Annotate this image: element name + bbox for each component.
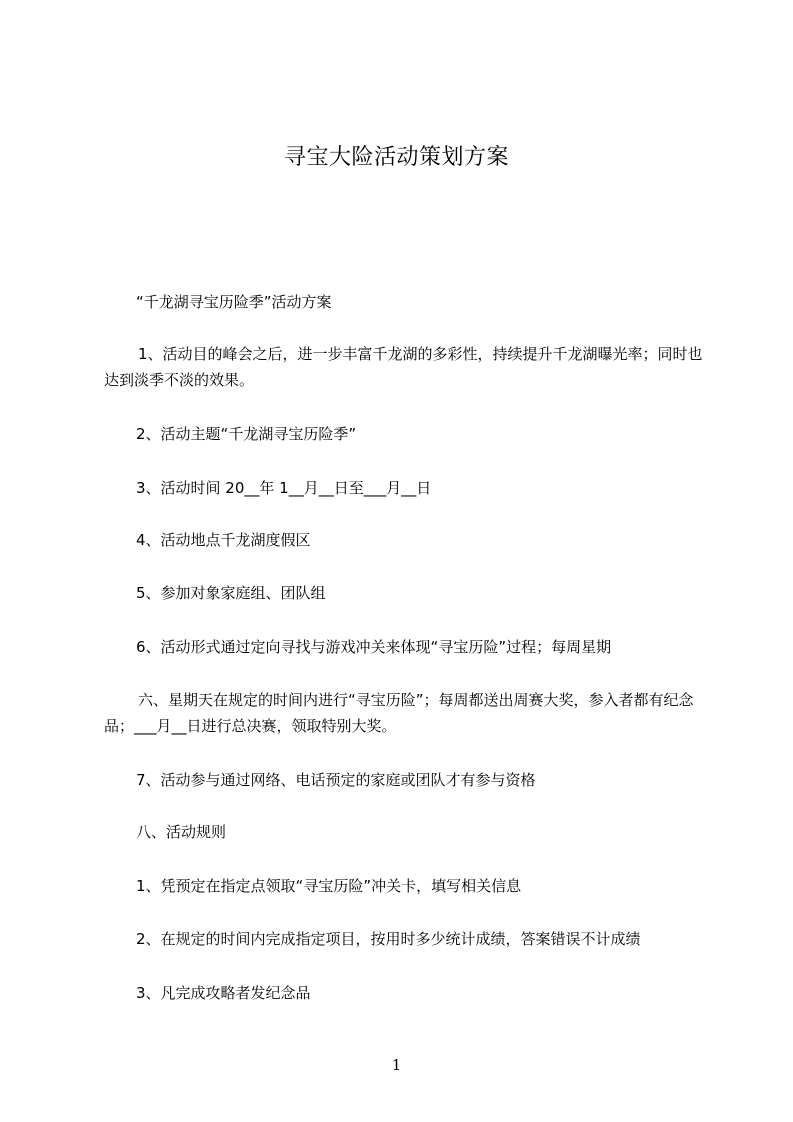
paragraph-participants: 5、参加对象家庭组、团队组 — [136, 584, 326, 602]
paragraph-schedule: 六、星期天在规定的时间内进行“寻宝历险”；每周都送出周赛大奖，参入者都有纪念品；___月__日进行总决赛，领取特别大奖。 — [104, 691, 694, 735]
paragraph-rule-3: 3、凡完成攻略者发纪念品 — [136, 984, 311, 1002]
paragraph-rule-1: 1、凭预定在指定点领取“寻宝历险”冲关卡，填写相关信息 — [136, 877, 522, 895]
paragraph-eligibility: 7、活动参与通过网络、电话预定的家庭或团队才有参与资格 — [136, 771, 536, 789]
paragraph-rule-2: 2、在规定的时间内完成指定项目，按用时多少统计成绩，答案错误不计成绩 — [136, 930, 641, 948]
paragraph-activity-name: “千龙湖寻宝历险季”活动方案 — [136, 293, 332, 311]
paragraph-location: 4、活动地点千龙湖度假区 — [136, 531, 311, 549]
paragraph-time: 3、活动时间 20__年 1__月__日至___月__日 — [136, 479, 432, 497]
document-title: 寻宝大险活动策划方案 — [283, 145, 509, 170]
page-number: 1 — [391, 1056, 402, 1074]
paragraph-purpose: 1、活动目的峰会之后，进一步丰富千龙湖的多彩性，持续提升千龙湖曝光率；同时也达到淡季不淡的效果。 — [104, 345, 703, 389]
paragraph-theme: 2、活动主题“千龙湖寻宝历险季” — [136, 425, 357, 443]
paragraph-rules-heading: 八、活动规则 — [136, 823, 227, 841]
paragraph-format: 6、活动形式通过定向寻找与游戏冲关来体现“寻宝历险”过程；每周星期 — [136, 638, 612, 656]
